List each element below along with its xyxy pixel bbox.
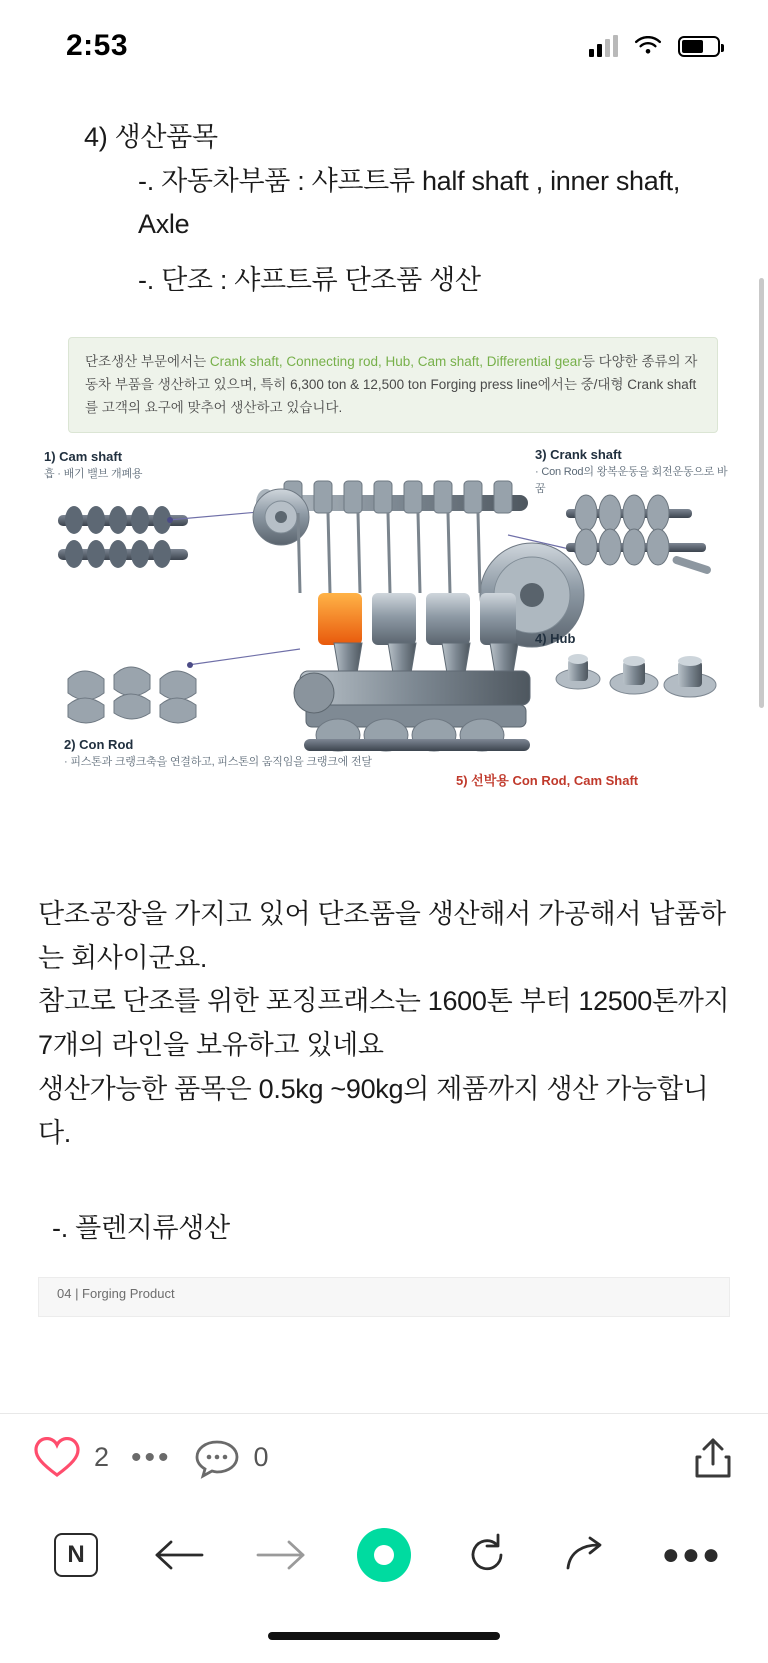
figure-label-con-rod [64,735,372,771]
more-options-button[interactable] [660,1523,724,1587]
figure-label-hub-title: 4) Hub [535,630,576,646]
like-group[interactable] [34,1437,109,1479]
engine-top-rail [253,481,528,545]
home-indicator-area [0,1609,768,1663]
hub-part [556,654,716,697]
doc-body-3: 생산가능한 품목은 0.5kg ~90kg의 제품까지 생산 가능합니다. [38,1073,709,1148]
status-indicators [589,35,720,57]
naver-home-button[interactable] [44,1523,108,1587]
figure-label-marine [456,771,638,791]
figure-label-cam-shaft-title: 1) Cam shaft [44,448,123,464]
figure-note-suffix: 등 다양한 종류의 자동차 부품을 생산하고 있으며, 특히 6,300 ton & 12,500 ton Forging press line에서는 중/대형 Crank shaft를 고객의 요구에 맞추어 생산하고 있습니다. [85,353,698,416]
figure-label-cam-shaft [44,447,142,483]
figure-label-cam-shaft-sub: 흡 · 배기 밸브 개폐용 [44,468,143,481]
cam-shaft-part [58,506,188,568]
article-content[interactable] [0,92,768,1413]
cellular-signal-icon [589,35,618,57]
naver-n-label: N [67,1541,85,1568]
arrow-right-icon[interactable] [255,1537,307,1573]
record-button[interactable] [352,1523,416,1587]
figure-label-crank-shaft [535,445,730,498]
reaction-bar [0,1413,768,1501]
share-button[interactable] [557,1523,621,1587]
figure-note-prefix: 단조생산 부문에서는 [85,353,210,369]
status-bar [0,0,768,92]
doc-heading: 4) 생산품목 [84,122,218,152]
doc-body-1: 단조공장을 가지고 있어 단조품을 생산해서 가공해서 납품하는 회사이군요. [38,898,726,973]
battery-icon [678,36,720,57]
record-inner-dot [374,1545,394,1565]
arrow-left-icon[interactable] [153,1537,205,1573]
like-count: 2 [94,1442,110,1472]
heart-icon[interactable] [34,1437,80,1479]
piston-group [318,593,516,645]
doc-section-flange: -. 플렌지류생산 [52,1213,230,1244]
engine-parts-figure [38,337,730,837]
doc-body-2: 참고로 단조를 위한 포징프래스는 1600톤 부터 12500톤까지 7개의 라인을 보유하고 있네요 [38,986,730,1061]
reload-icon[interactable] [465,1533,509,1577]
naver-n-icon[interactable] [54,1533,98,1577]
figure-label-marine-title: 5) 선박용 Con Rod, Cam Shaft [456,772,639,788]
figure-label-crank-shaft-title: 3) Crank shaft [535,446,622,462]
share-arrow-icon[interactable] [564,1535,614,1575]
figure-label-con-rod-sub: · 피스톤과 크랭크축을 연결하고, 피스톤의 움직임을 크랭크에 전달 [64,756,372,769]
reload-button[interactable] [455,1523,519,1587]
comment-group[interactable] [194,1437,269,1479]
forward-button[interactable] [249,1523,313,1587]
status-clock: 2:53 [66,29,129,62]
scrollbar[interactable] [759,278,764,708]
more-options-icon[interactable]: ●●● [661,1538,723,1571]
figure-label-con-rod-title: 2) Con Rod [64,736,134,752]
marine-conrod-part [68,667,196,723]
figure-label-crank-shaft-sub: · Con Rod의 왕복운동을 회전운동으로 바꿈 [535,466,728,495]
figure-illustration [38,443,730,803]
ellipsis-icon[interactable]: ••• [131,1440,172,1474]
doc-line-forging: -. 단조 : 샤프트류 단조품 생산 [138,265,481,296]
comment-count: 0 [253,1442,269,1472]
record-button-icon[interactable] [357,1528,411,1582]
doc-line-auto-parts: -. 자동차부품 : 샤프트류 half shaft , inner shaft, Axle [138,165,681,240]
share-upload-icon[interactable] [692,1435,734,1481]
figure2-caption: 04 | Forging Product [57,1286,175,1302]
browser-nav-bar [0,1501,768,1609]
figure-note [68,337,718,433]
figure-flange-partial [38,1277,730,1317]
back-button[interactable] [147,1523,211,1587]
wifi-icon [634,36,662,57]
home-indicator[interactable] [268,1632,500,1640]
crank-shaft-part [566,495,712,575]
figure-label-hub [535,629,575,649]
figure-note-highlight: Crank shaft, Connecting rod, Hub, Cam shaft, Differential gear [209,353,582,369]
comment-bubble-icon[interactable] [194,1437,240,1479]
